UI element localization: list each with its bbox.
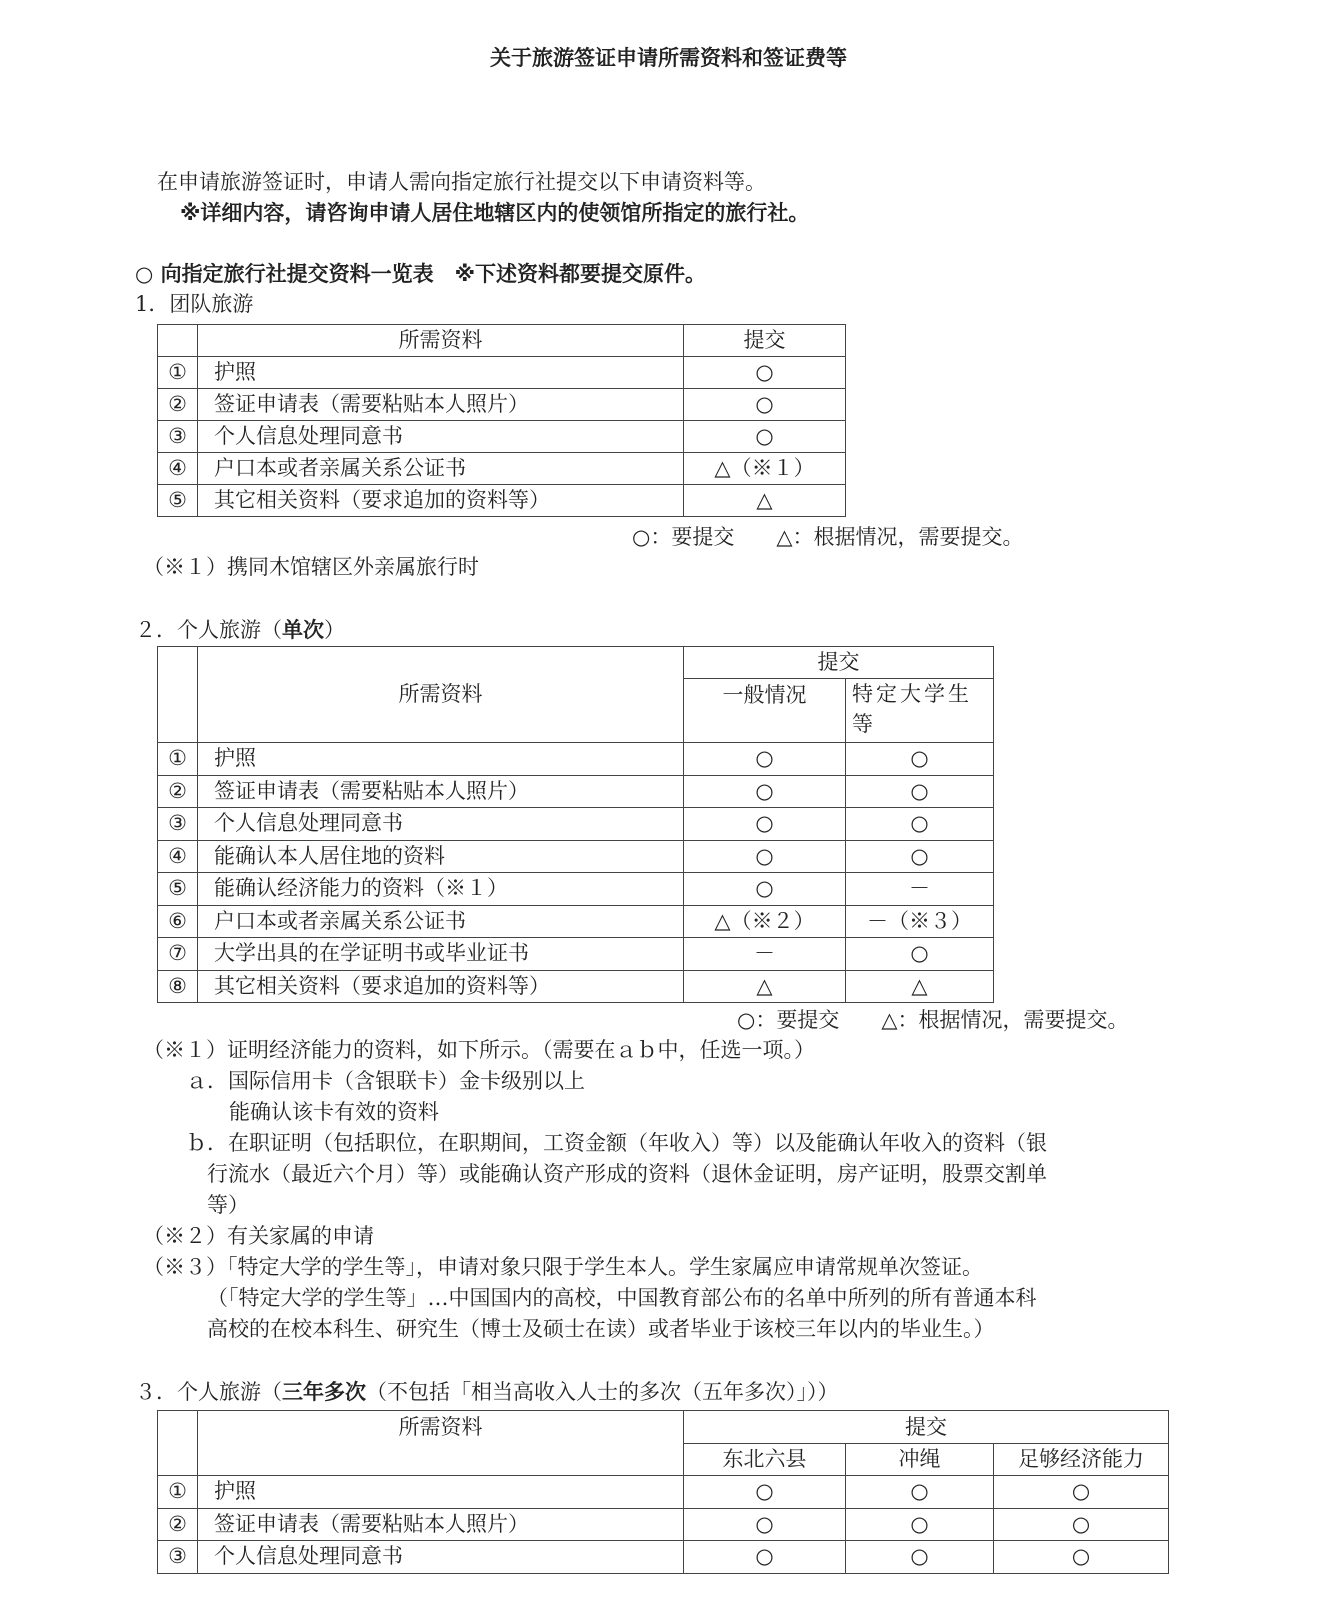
row-tohoku: ○ bbox=[684, 1508, 846, 1541]
footnote-1a-cont: 能确认该卡有效的资料 bbox=[229, 1100, 439, 1124]
intro-note: ※详细内容，请咨询申请人居住地辖区内的使领馆所指定的旅行社。 bbox=[180, 201, 810, 225]
header-student: 特定大学生等 bbox=[846, 679, 994, 743]
row-num: ④ bbox=[158, 453, 198, 485]
row-general: ○ bbox=[684, 873, 846, 906]
row-item: 大学出具的在学证明书或毕业证书 bbox=[198, 938, 684, 971]
single-tour-heading bbox=[135, 620, 345, 641]
header-submit: 提交 bbox=[684, 325, 846, 357]
row-submit: ○ bbox=[684, 389, 846, 421]
row-okinawa: ○ bbox=[846, 1476, 994, 1509]
row-item: 其它相关资料（要求追加的资料等） bbox=[198, 970, 684, 1003]
row-general: ○ bbox=[684, 808, 846, 841]
header-general: 一般情况 bbox=[684, 679, 846, 743]
row-num: ④ bbox=[158, 840, 198, 873]
group-tour-heading: 1．团队旅游 bbox=[135, 292, 254, 316]
row-student: ○ bbox=[846, 808, 994, 841]
row-tohoku: ○ bbox=[684, 1476, 846, 1509]
table-row bbox=[158, 1541, 1169, 1574]
table-row bbox=[158, 873, 994, 906]
header-item: 所需资料 bbox=[198, 647, 684, 743]
row-item: 户口本或者亲属关系公证书 bbox=[198, 453, 684, 485]
table-row bbox=[158, 970, 994, 1003]
row-financial: ○ bbox=[994, 1476, 1169, 1509]
header-submit: 提交 bbox=[684, 647, 994, 679]
row-num: ⑤ bbox=[158, 485, 198, 517]
header-tohoku: 东北六县 bbox=[684, 1444, 846, 1476]
footnote-2: （※２）有关家属的申请 bbox=[143, 1224, 374, 1248]
table-row bbox=[158, 808, 994, 841]
table-row bbox=[158, 453, 846, 485]
header-financial: 足够经济能力 bbox=[994, 1444, 1169, 1476]
row-num: ③ bbox=[158, 808, 198, 841]
group-tour-table bbox=[157, 324, 846, 517]
row-financial: ○ bbox=[994, 1508, 1169, 1541]
legend: ○：要提交 △：根据情况，需要提交。 bbox=[632, 525, 1024, 549]
header-item: 所需资料 bbox=[198, 325, 684, 357]
heading-suffix: ） bbox=[324, 618, 345, 642]
table-row bbox=[158, 421, 846, 453]
footnote-1b-end: 等） bbox=[207, 1193, 249, 1217]
row-submit: ○ bbox=[684, 357, 846, 389]
table-header-row bbox=[158, 1411, 1169, 1444]
row-submit: △ bbox=[684, 485, 846, 517]
row-item: 护照 bbox=[198, 357, 684, 389]
row-item: 个人信息处理同意书 bbox=[198, 808, 684, 841]
row-item: 能确认经济能力的资料（※１） bbox=[198, 873, 684, 906]
table-row bbox=[158, 905, 994, 938]
row-num: ③ bbox=[158, 421, 198, 453]
row-num: ① bbox=[158, 1476, 198, 1509]
section-heading: ○ 向指定旅行社提交资料一览表 ※下述资料都要提交原件。 bbox=[135, 262, 707, 286]
footnote-3-end: 高校的在校本科生、研究生（博士及硕士在读）或者毕业于该校三年以内的毕业生。） bbox=[207, 1317, 995, 1341]
multi-tour-table bbox=[157, 1410, 1169, 1574]
row-item: 护照 bbox=[198, 1476, 684, 1509]
table-row bbox=[158, 357, 846, 389]
single-tour-table bbox=[157, 646, 994, 1003]
footnote-3: （※３）「特定大学的学生等」，申请对象只限于学生本人。学生家属应申请常规单次签证。 bbox=[143, 1255, 983, 1279]
header-okinawa: 冲绳 bbox=[846, 1444, 994, 1476]
header-num bbox=[158, 1411, 198, 1476]
row-num: ⑥ bbox=[158, 905, 198, 938]
row-num: ② bbox=[158, 775, 198, 808]
row-general: ○ bbox=[684, 775, 846, 808]
row-num: ② bbox=[158, 1508, 198, 1541]
header-submit: 提交 bbox=[684, 1411, 1169, 1444]
row-item: 签证申请表（需要粘贴本人照片） bbox=[198, 389, 684, 421]
multi-tour-heading bbox=[135, 1382, 839, 1403]
row-item: 签证申请表（需要粘贴本人照片） bbox=[198, 775, 684, 808]
row-item: 户口本或者亲属关系公证书 bbox=[198, 905, 684, 938]
legend: ○：要提交 △：根据情况，需要提交。 bbox=[737, 1008, 1129, 1032]
row-general: △ bbox=[684, 970, 846, 1003]
row-num: ① bbox=[158, 357, 198, 389]
row-num: ⑦ bbox=[158, 938, 198, 971]
row-submit: △（※１） bbox=[684, 453, 846, 485]
row-num: ② bbox=[158, 389, 198, 421]
heading-bold: 单次 bbox=[282, 618, 324, 642]
page-title: 关于旅游签证申请所需资料和签证费等 bbox=[490, 46, 847, 70]
footnote-1b-cont: 行流水（最近六个月）等）或能确认资产形成的资料（退休金证明，房产证明，股票交割单 bbox=[207, 1162, 1047, 1186]
footnote: （※１）携同木馆辖区外亲属旅行时 bbox=[143, 555, 479, 579]
table-row bbox=[158, 1476, 1169, 1509]
table-row bbox=[158, 1508, 1169, 1541]
footnote-3-cont: （「特定大学的学生等」…中国国内的高校，中国教育部公布的名单中所列的所有普通本科 bbox=[207, 1286, 1037, 1310]
row-item: 个人信息处理同意书 bbox=[198, 421, 684, 453]
row-item: 签证申请表（需要粘贴本人照片） bbox=[198, 1508, 684, 1541]
header-item: 所需资料 bbox=[198, 1411, 684, 1476]
table-row bbox=[158, 938, 994, 971]
row-num: ① bbox=[158, 743, 198, 776]
row-student: △ bbox=[846, 970, 994, 1003]
heading-prefix: ３．个人旅游（ bbox=[135, 1380, 282, 1404]
footnote-1: （※１）证明经济能力的资料，如下所示。（需要在ａｂ中，任选一项。） bbox=[143, 1038, 815, 1062]
row-okinawa: ○ bbox=[846, 1508, 994, 1541]
heading-prefix: ２．个人旅游（ bbox=[135, 618, 282, 642]
row-num: ③ bbox=[158, 1541, 198, 1574]
row-student: ○ bbox=[846, 743, 994, 776]
footnote-1a: ａ．国际信用卡（含银联卡）金卡级别以上 bbox=[186, 1069, 585, 1093]
table-row bbox=[158, 840, 994, 873]
header-num bbox=[158, 325, 198, 357]
row-student: － bbox=[846, 873, 994, 906]
heading-suffix: （不包括「相当高收入人士的多次（五年多次）」）） bbox=[366, 1380, 839, 1404]
table-row bbox=[158, 743, 994, 776]
row-item: 护照 bbox=[198, 743, 684, 776]
heading-bold: 三年多次 bbox=[282, 1380, 366, 1404]
table-row bbox=[158, 775, 994, 808]
table-header-row bbox=[158, 647, 994, 679]
row-student: －（※３） bbox=[846, 905, 994, 938]
row-student: ○ bbox=[846, 840, 994, 873]
intro-line: 在申请旅游签证时，申请人需向指定旅行社提交以下申请资料等。 bbox=[157, 170, 766, 194]
row-general: － bbox=[684, 938, 846, 971]
table-row bbox=[158, 485, 846, 517]
table-row bbox=[158, 389, 846, 421]
row-item: 个人信息处理同意书 bbox=[198, 1541, 684, 1574]
header-num bbox=[158, 647, 198, 743]
table-header-row bbox=[158, 325, 846, 357]
row-student: ○ bbox=[846, 775, 994, 808]
footnote-1b: ｂ．在职证明（包括职位，在职期间，工资金额（年收入）等）以及能确认年收入的资料（银 bbox=[186, 1131, 1047, 1155]
row-num: ⑧ bbox=[158, 970, 198, 1003]
row-num: ⑤ bbox=[158, 873, 198, 906]
row-financial: ○ bbox=[994, 1541, 1169, 1574]
row-okinawa: ○ bbox=[846, 1541, 994, 1574]
row-general: △（※２） bbox=[684, 905, 846, 938]
row-item: 其它相关资料（要求追加的资料等） bbox=[198, 485, 684, 517]
row-general: ○ bbox=[684, 743, 846, 776]
row-tohoku: ○ bbox=[684, 1541, 846, 1574]
row-general: ○ bbox=[684, 840, 846, 873]
row-item: 能确认本人居住地的资料 bbox=[198, 840, 684, 873]
row-student: ○ bbox=[846, 938, 994, 971]
row-submit: ○ bbox=[684, 421, 846, 453]
